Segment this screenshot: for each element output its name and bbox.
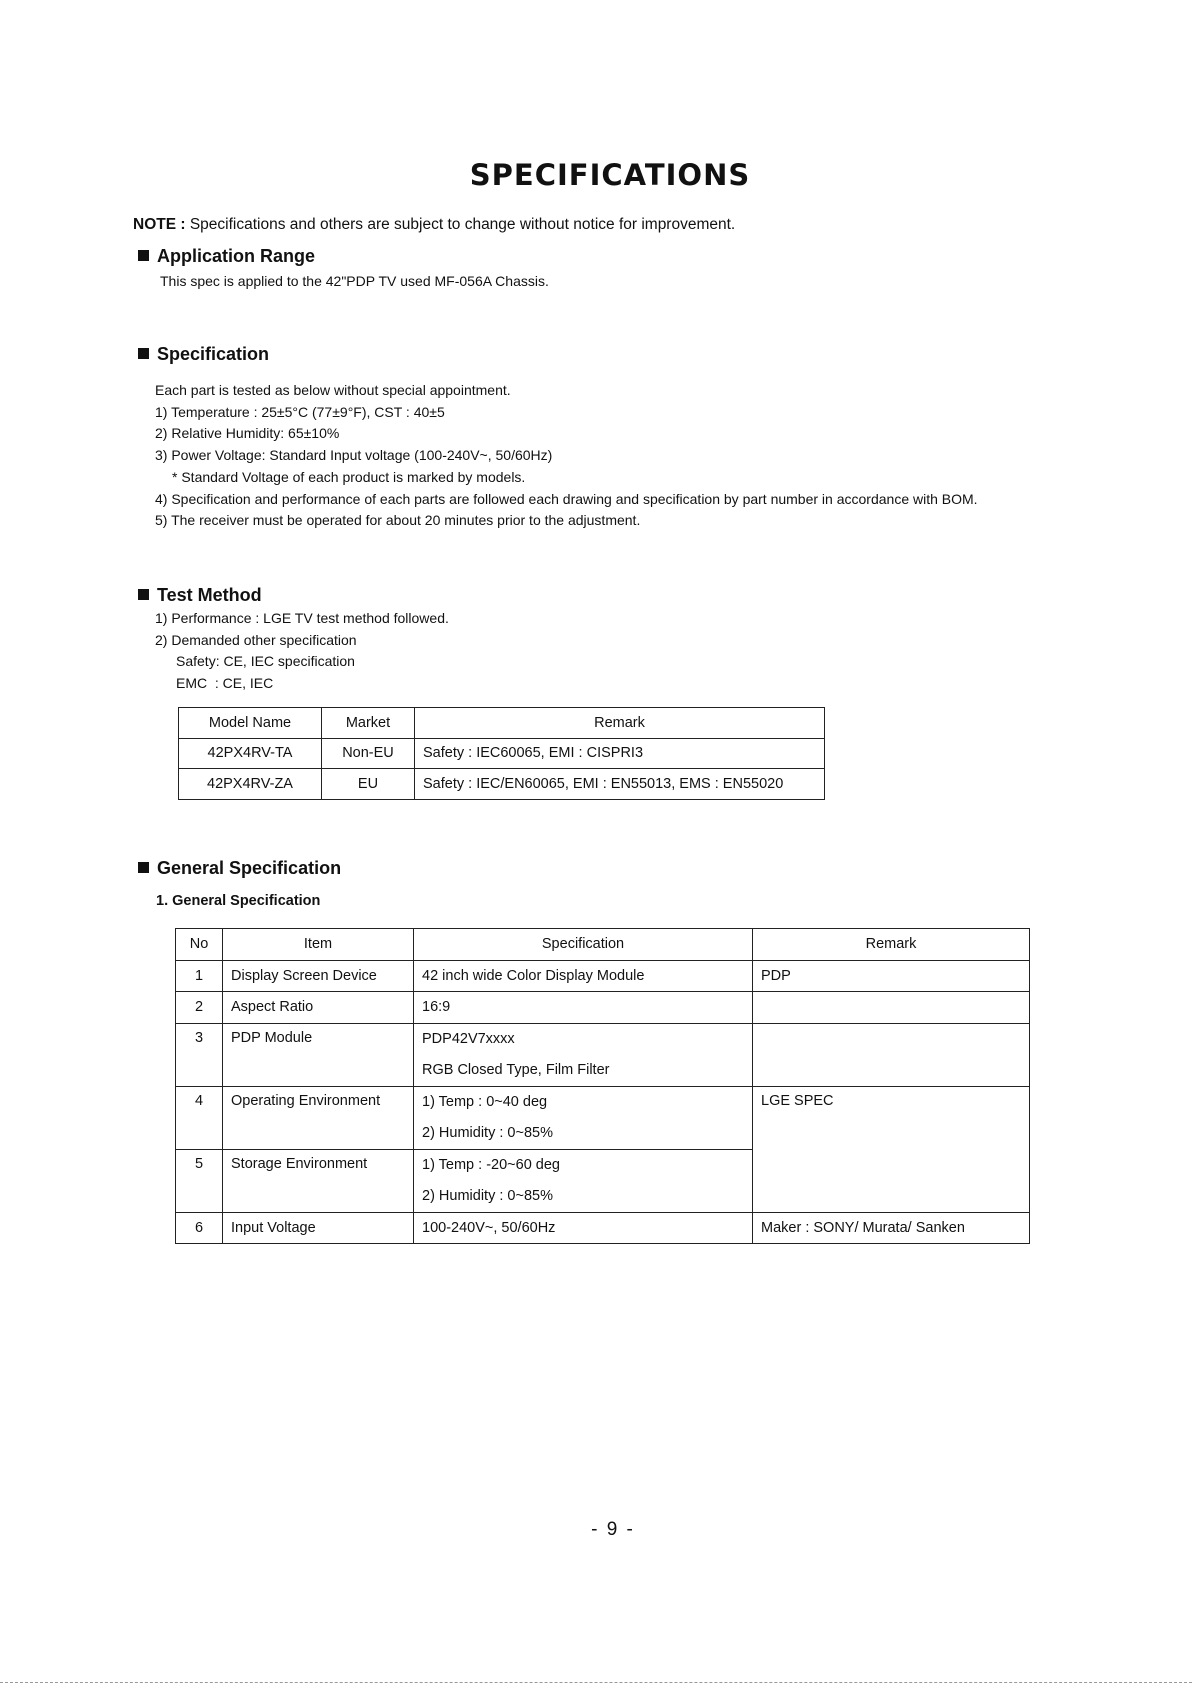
table-cell: 6 (176, 1212, 223, 1244)
bullet-square-icon (138, 348, 149, 359)
table-cell: Operating Environment (223, 1086, 414, 1149)
table-cell: Input Voltage (223, 1212, 414, 1244)
page-bottom-edge (0, 1682, 1192, 1683)
section-heading-specification: Specification (138, 344, 269, 365)
spec-line: 2) Relative Humidity: 65±10% (155, 425, 340, 442)
note (133, 216, 735, 234)
section-heading-test-method: Test Method (138, 585, 262, 606)
table-cell: 3 (176, 1023, 223, 1086)
table-cell: 5 (176, 1149, 223, 1212)
test-line: Safety: CE, IEC specification (176, 653, 355, 670)
table-cell: Aspect Ratio (223, 992, 414, 1024)
spec-value: 2) Humidity : 0~85% (422, 1124, 553, 1141)
page-number: - 9 - (591, 1519, 635, 1540)
table-cell: Non-EU (322, 738, 415, 769)
section-heading-general-specification: General Specification (138, 858, 341, 879)
specification-list (155, 380, 978, 532)
bullet-square-icon (138, 862, 149, 873)
table-cell: 16:9 (414, 992, 753, 1024)
table-cell: 42PX4RV-TA (179, 738, 322, 769)
table-header: Remark (753, 929, 1030, 961)
test-method-list (155, 608, 449, 695)
table-cell (753, 992, 1030, 1024)
note-text: Specifications and others are subject to change without notice for improvement. (189, 216, 736, 233)
bullet-square-icon (138, 250, 149, 261)
table-cell: Storage Environment (223, 1149, 414, 1212)
table-cell: PDP (753, 960, 1030, 992)
table-cell: Display Screen Device (223, 960, 414, 992)
model-market-table (178, 707, 825, 800)
table-row (176, 1023, 1030, 1086)
table-header: Specification (414, 929, 753, 961)
table-header: Model Name (179, 708, 322, 739)
table-cell: 100-240V~, 50/60Hz (414, 1212, 753, 1244)
spec-value: PDP42V7xxxx (422, 1030, 515, 1047)
note-label: NOTE : (133, 216, 186, 233)
table-cell: Maker : SONY/ Murata/ Sanken (753, 1212, 1030, 1244)
spec-line: * Standard Voltage of each product is marked by models. (172, 468, 526, 485)
table-cell: PDP Module (223, 1023, 414, 1086)
section-heading-application-range: Application Range (138, 246, 315, 267)
table-cell (414, 1149, 753, 1212)
test-line: 1) Performance : LGE TV test method followed. (155, 610, 449, 626)
table-row (176, 1212, 1030, 1244)
table-cell (753, 1023, 1030, 1086)
table-cell: EU (322, 769, 415, 800)
spec-line: Each part is tested as below without special appointment. (155, 382, 511, 398)
table-row (176, 960, 1030, 992)
spec-line: 5) The receiver must be operated for about 20 minutes prior to the adjustment. (155, 512, 641, 529)
table-cell: 42PX4RV-ZA (179, 769, 322, 800)
table-cell: LGE SPEC (753, 1086, 1030, 1212)
table-header: Remark (415, 708, 825, 739)
spec-line: 4) Specification and performance of each parts are followed each drawing and specification by part number in accordance with BOM. (155, 490, 978, 507)
table-header-row (179, 708, 825, 739)
table-row (179, 738, 825, 769)
spec-value: RGB Closed Type, Film Filter (422, 1061, 610, 1078)
bullet-square-icon (138, 589, 149, 600)
table-cell: 1 (176, 960, 223, 992)
table-cell: Safety : IEC60065, EMI : CISPRI3 (415, 738, 825, 769)
table-cell: 2 (176, 992, 223, 1024)
table-row (179, 769, 825, 800)
test-line: EMC : CE, IEC (176, 675, 274, 692)
spec-value: 1) Temp : 0~40 deg (422, 1093, 548, 1110)
test-line: 2) Demanded other specification (155, 631, 357, 648)
page-title: SPECIFICATIONS (469, 158, 751, 192)
subheading: 1. General Specification (156, 893, 321, 909)
table-cell: Safety : IEC/EN60065, EMI : EN55013, EMS : EN55020 (415, 769, 825, 800)
table-row (176, 1086, 1030, 1149)
table-cell (414, 1086, 753, 1149)
general-spec-table (175, 928, 1030, 1244)
spec-line: 1) Temperature : 25±5°C (77±9°F), CST : 40±5 (155, 403, 445, 420)
table-header: Market (322, 708, 415, 739)
table-header-row (176, 929, 1030, 961)
spec-value: 1) Temp : -20~60 deg (422, 1156, 560, 1173)
spec-line: 3) Power Voltage: Standard Input voltage (100-240V~, 50/60Hz) (155, 447, 553, 464)
table-cell: 4 (176, 1086, 223, 1149)
table-cell (414, 1023, 753, 1086)
table-header: Item (223, 929, 414, 961)
table-header: No (176, 929, 223, 961)
table-cell: 42 inch wide Color Display Module (414, 960, 753, 992)
spec-value: 2) Humidity : 0~85% (422, 1187, 553, 1204)
table-row (176, 992, 1030, 1024)
application-range-text: This spec is applied to the 42"PDP TV used MF-056A Chassis. (160, 273, 549, 289)
